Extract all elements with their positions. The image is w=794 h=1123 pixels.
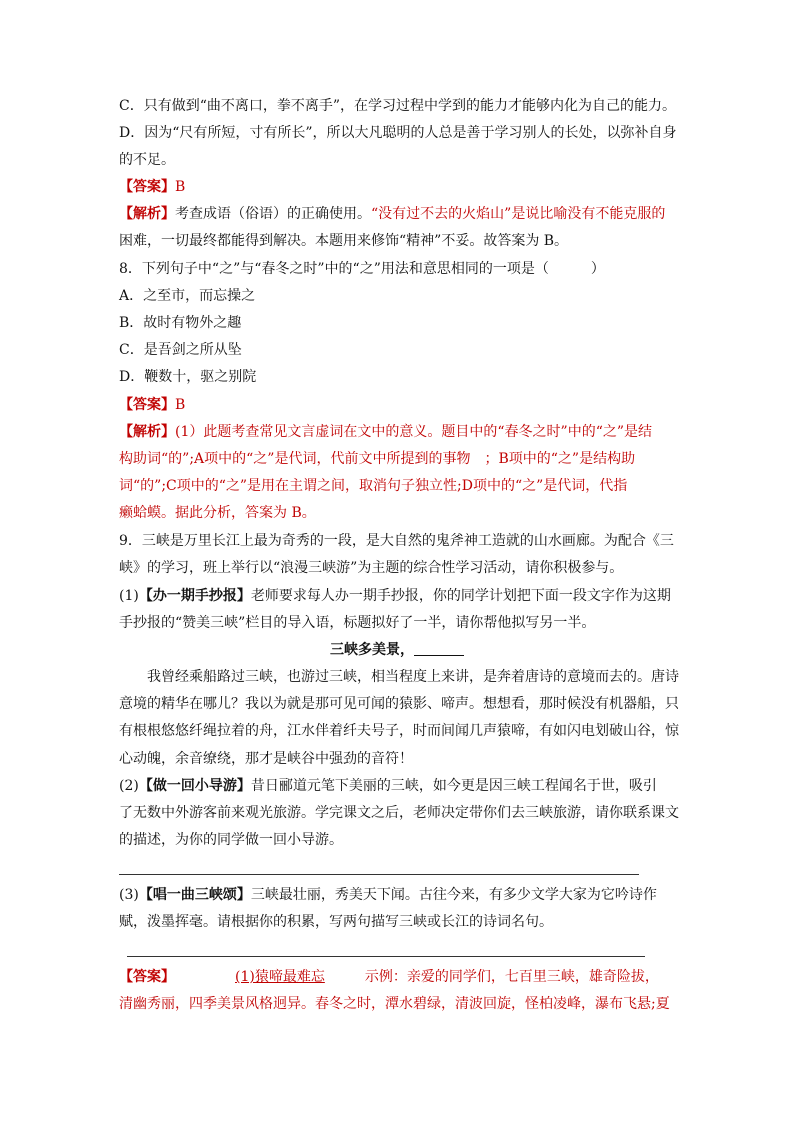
q8-analysis bbox=[119, 423, 652, 441]
sub-number: (3) bbox=[119, 887, 139, 903]
q8-option-c: C．是吾剑之所从坠 bbox=[119, 342, 242, 358]
analysis-text: (1）此题考查常见文言虚词在文中的意义。题目中的 bbox=[175, 424, 498, 440]
answer-line[interactable] bbox=[127, 956, 645, 957]
answer-line[interactable] bbox=[119, 874, 639, 875]
answer-example: 示例：亲爱的同学们，七百里三峡，雄奇险拔， bbox=[364, 969, 659, 985]
sub-text: 三峡最壮丽，秀美天下闻。古往今来，有多少文学大家为它吟诗作 bbox=[250, 887, 657, 903]
q9-answer-cont: 清幽秀丽，四季美景风格迥异。春冬之时，潭水碧绿，清波回旋，怪柏凌峰，瀑布飞悬;夏 bbox=[119, 996, 670, 1012]
q8-analysis-line2 bbox=[119, 450, 635, 468]
q9-sub2 bbox=[119, 777, 657, 795]
analysis-text: 考查成语（俗语）的正确使用。 bbox=[175, 206, 371, 222]
answer-value: B bbox=[175, 179, 186, 195]
answer-tag: 【答案】 bbox=[119, 397, 175, 413]
q9-sub2-cont: 的描述，为你的同学做一回小导游。 bbox=[119, 832, 343, 848]
analysis-highlight: “没有过不去的火焰山”是说比喻没有不能克服的 bbox=[371, 206, 666, 222]
passage-line: 心动魄，余音缭绕，那才是峡谷中强劲的音符！ bbox=[119, 751, 413, 767]
q8-answer bbox=[119, 396, 185, 414]
analysis-tag: 【解析】 bbox=[119, 206, 175, 222]
q9-sub1 bbox=[119, 587, 671, 605]
q8-stem: 8．下列句子中“之”与“春冬之时”中的“之”用法和意思相同的一项是（ ） bbox=[119, 261, 605, 277]
sub-tag: 【办一期手抄报】 bbox=[138, 588, 251, 604]
sub-text: 老师要求每人办一期手抄报，你的同学计划把下面一段文字作为这期 bbox=[250, 588, 671, 604]
title-blank[interactable] bbox=[414, 641, 464, 656]
analysis-highlight: “春冬之时” bbox=[497, 424, 568, 440]
q7-option-d: D．因为“尺有所短，寸有所长”，所以大凡聪明的人总是善于学习别人的长处，以弥补自身 bbox=[119, 125, 677, 141]
q9-stem: 9．三峡是万里长江上最为奇秀的一段，是大自然的鬼斧神工造就的山水画廊。为配合《三 bbox=[119, 533, 674, 549]
q8-option-b: B．故时有物外之趣 bbox=[119, 315, 242, 331]
q8-analysis-line4: 癞蛤蟆。据此分析，答案为 B。 bbox=[119, 505, 316, 521]
passage-line: 有根根悠悠纤绳拉着的舟，江水伴着纤夫号子，时而间闻几声猿啼，有如闪电划破山谷，惊 bbox=[119, 723, 679, 739]
passage-title bbox=[0, 641, 794, 659]
answer-value: B bbox=[175, 397, 186, 413]
sub-number: (1) bbox=[119, 588, 139, 604]
sub-number: (2) bbox=[119, 778, 139, 794]
q9-answer bbox=[119, 968, 659, 986]
q8-analysis-line3: 词“的”;C项中的“之”是用在主谓之间，取消句子独立性;D项中的“之”是代词，代指 bbox=[119, 478, 628, 494]
analysis-text: 中的“之”是结 bbox=[567, 424, 653, 440]
q7-analysis bbox=[119, 205, 665, 223]
q9-sub1-cont: 手抄报的“赞美三峡”栏目的导入语，标题拟好了一半，请你帮他拟写另一半。 bbox=[119, 615, 596, 631]
analysis-text: 构助词“的”;A项中的“之”是代词，代前文中所提到的事物 bbox=[119, 451, 471, 467]
passage-line: 意境的精华在哪儿？我以为就是那可见可闻的猿影、啼声。想想看，那时候没有机器船，只 bbox=[119, 696, 679, 712]
sub-text: 昔日郦道元笔下美丽的三峡，如今更是因三峡工程闻名于世，吸引 bbox=[250, 778, 657, 794]
q9-sub3 bbox=[119, 886, 657, 904]
q7-option-d-cont: 的不足。 bbox=[119, 152, 175, 168]
answer-tag: 【答案】 bbox=[119, 179, 175, 195]
q9-stem-cont: 峡》的学习，班上举行以“浪漫三峡游”为主题的综合性学习活动，请你积极参与。 bbox=[119, 560, 624, 576]
q9-sub2-cont: 了无数中外游客前来观光旅游。学完课文之后，老师决定带你们去三峡旅游，请你联系课文 bbox=[119, 805, 679, 821]
q8-option-d: D．鞭数十，驱之别院 bbox=[119, 369, 257, 385]
analysis-tag: 【解析】 bbox=[119, 424, 175, 440]
analysis-text: ；B项中的“之”是结构助 bbox=[484, 451, 636, 467]
answer-part1: (1)猿啼最难忘 bbox=[235, 969, 325, 985]
q7-option-c: C．只有做到“曲不离口，拳不离手”，在学习过程中学到的能力才能够内化为自己的能力。 bbox=[119, 98, 677, 114]
q9-sub3-cont: 赋，泼墨挥毫。请根据你的积累，写两句描写三峡或长江的诗词名句。 bbox=[119, 914, 553, 930]
passage-line: 我曾经乘船路过三峡，也游过三峡，相当程度上来讲，是奔着唐诗的意境而去的。唐诗 bbox=[147, 669, 679, 685]
title-text: 三峡多美景， bbox=[330, 642, 414, 658]
q8-option-a: A．之至市，而忘操之 bbox=[119, 288, 256, 304]
answer-tag: 【答案】 bbox=[119, 969, 175, 985]
sub-tag: 【做一回小导游】 bbox=[138, 778, 251, 794]
q7-answer bbox=[119, 178, 185, 196]
sub-tag: 【唱一曲三峡颂】 bbox=[138, 887, 251, 903]
q7-analysis-cont: 困难，一切最终都能得到解决。本题用来修饰“精神”不妥。故答案为 B。 bbox=[119, 233, 569, 249]
